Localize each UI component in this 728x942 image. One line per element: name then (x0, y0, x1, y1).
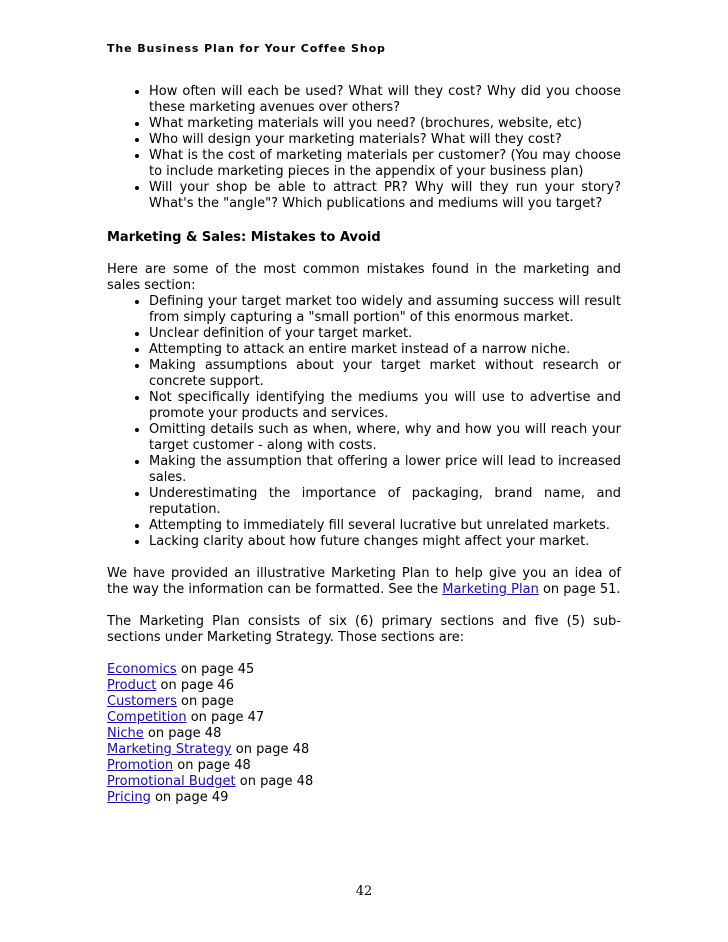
illustrative-paragraph (107, 566, 621, 598)
list-item: • Lacking clarity about how future changes might affect your market. (149, 534, 621, 550)
list-item: • Making assumptions about your target market without research or concrete support. (149, 358, 621, 390)
toc-item-product (107, 678, 621, 694)
section-heading: Marketing & Sales: Mistakes to Avoid (107, 230, 381, 245)
marketing-strategy-link[interactable]: Marketing Strategy (107, 742, 232, 757)
running-header: The Business Plan for Your Coffee Shop (107, 42, 386, 55)
toc-item-economics (107, 662, 621, 678)
toc-page-ref: on page 47 (186, 710, 265, 725)
list-item: • Attempting to attack an entire market instead of a narrow niche. (149, 342, 621, 358)
mistakes-intro: Here are some of the most common mistakes found in the marketing and sales section: (107, 262, 621, 293)
top-bullet-list (107, 84, 621, 212)
promotional-budget-link[interactable]: Promotional Budget (107, 774, 236, 789)
toc-item-pricing (107, 790, 621, 806)
sections-intro: The Marketing Plan consists of six (6) primary sections and five (5) sub-sections under Marketing Strategy. Those sections are: (107, 614, 621, 645)
list-item: • Unclear definition of your target market. (149, 326, 621, 342)
page-number: 42 (355, 884, 373, 899)
toc-page-ref: on page 48 (143, 726, 222, 741)
list-item: • Defining your target market too widely and assuming success will result from simply capturing a "small portion" of this enormous market. (149, 294, 621, 326)
list-item: • Attempting to immediately fill several lucrative but unrelated markets. (149, 518, 621, 534)
toc-page-ref: on page 48 (173, 758, 251, 773)
toc-item-promotional-budget (107, 774, 621, 790)
list-item: • How often will each be used? What will they cost? Why did you choose these marketing avenues over others? (149, 84, 621, 116)
marketing-plan-link[interactable]: Marketing Plan (442, 582, 539, 597)
toc-item-competition (107, 710, 621, 726)
promotion-link[interactable]: Promotion (107, 758, 174, 773)
product-link[interactable]: Product (107, 678, 157, 693)
section-link-list (107, 662, 621, 806)
toc-page-ref: on page 48 (231, 742, 310, 757)
toc-page-ref: on page (176, 694, 234, 709)
list-item: • Not specifically identifying the mediums you will use to advertise and promote your products and services. (149, 390, 621, 422)
toc-page-ref: on page 45 (176, 662, 255, 677)
list-item: • What marketing materials will you need? (brochures, website, etc) (149, 116, 621, 132)
economics-link[interactable]: Economics (107, 662, 177, 677)
list-item: • Will your shop be able to attract PR? Why will they run your story? What's the "angle"? Which publications and mediums will you target? (149, 180, 621, 212)
list-item: • What is the cost of marketing materials per customer? (You may choose to include marketing pieces in the appendix of your business plan) (149, 148, 621, 180)
toc-page-ref: on page 46 (156, 678, 234, 693)
toc-item-niche (107, 726, 621, 742)
competition-link[interactable]: Competition (107, 710, 187, 725)
illustrative-text-after: on page 51. (538, 582, 621, 597)
niche-link[interactable]: Niche (107, 726, 144, 741)
page-body (107, 84, 621, 806)
illustrative-text-before: We have provided an illustrative Marketing Plan to help give you an idea of the way the information can be formatted. See the (107, 566, 621, 597)
list-item: • Who will design your marketing materials? What will they cost? (149, 132, 621, 148)
toc-item-marketing-strategy (107, 742, 621, 758)
toc-item-promotion (107, 758, 621, 774)
list-item: • Making the assumption that offering a lower price will lead to increased sales. (149, 454, 621, 486)
list-item: • Underestimating the importance of packaging, brand name, and reputation. (149, 486, 621, 518)
list-item: • Omitting details such as when, where, why and how you will reach your target customer - along with costs. (149, 422, 621, 454)
pricing-link[interactable]: Pricing (107, 790, 151, 805)
toc-item-customers (107, 694, 621, 710)
toc-page-ref: on page 48 (235, 774, 314, 789)
mistakes-list (107, 294, 621, 550)
customers-link[interactable]: Customers (107, 694, 177, 709)
toc-page-ref: on page 49 (150, 790, 229, 805)
